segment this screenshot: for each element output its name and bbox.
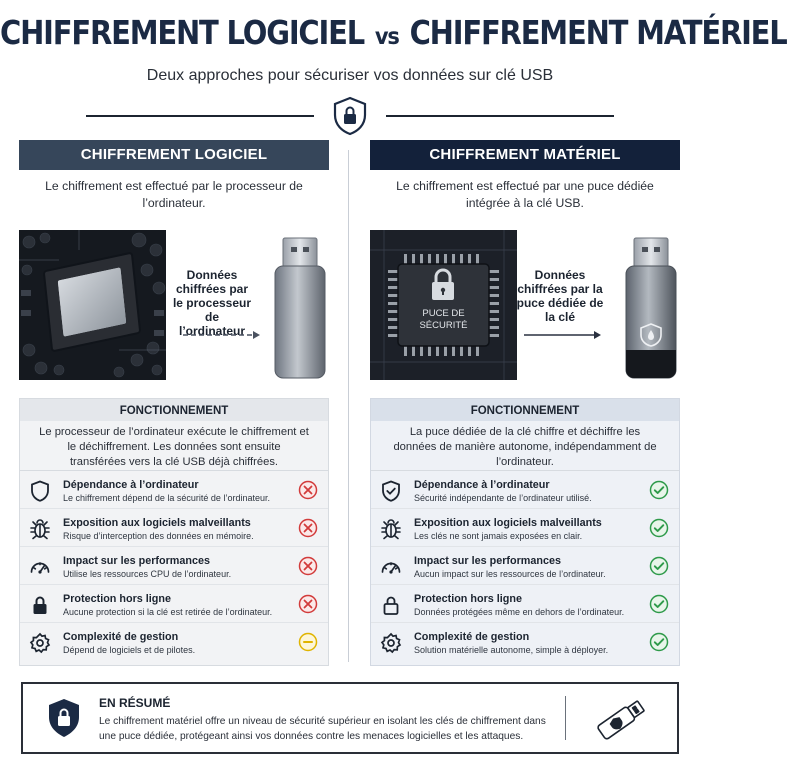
x-circle-icon [298,518,318,538]
x-circle-icon [298,480,318,500]
check-circle-icon [649,632,669,652]
usb-drive-icon [267,238,333,380]
software-column [19,140,329,666]
feature-title: Protection hors ligne [63,593,171,605]
feature-subtitle: Aucune protection si la clé est retirée de l’ordinateur. [63,607,273,617]
feature-subtitle: Sécurité indépendante de l’ordinateur utilisé. [414,493,592,503]
feature-subtitle: Utilise les ressources CPU de l’ordinateur. [63,569,232,579]
cpu-image [19,230,166,380]
x-circle-icon [298,594,318,614]
header-rule-left [86,115,314,117]
shield-check-icon [380,480,402,502]
list-item [20,509,328,547]
title-vs: vs [374,22,399,50]
software-panel-heading: FONCTIONNEMENT [20,399,328,421]
summary-text: Le chiffrement matériel offre un niveau de sécurité supérieur en isolant les clés de chiffrement dans une puce dédiée, protégeant ainsi vos données contre les menaces logicielles et les attaques. [99,716,546,742]
feature-subtitle: Dépend de logiciels et de pilotes. [63,645,196,655]
hardware-heading: CHIFFREMENT MATÉRIEL [370,140,680,170]
secure-usb-drive-icon [618,238,684,380]
feature-subtitle: Les clés ne sont jamais exposées en clair. [414,531,583,541]
lock-icon [29,594,51,616]
page-title [0,13,787,53]
security-chip-image [370,230,517,380]
list-item [20,471,328,509]
list-item [371,509,679,547]
gauge-icon [380,556,402,578]
dashed-arrow-icon [183,330,261,340]
feature-title: Dépendance à l’ordinateur [414,479,550,491]
feature-title: Exposition aux logiciels malveillants [63,517,251,529]
usb-drive-icon [593,692,651,746]
hardware-flow-label: Données chiffrées par la puce dédiée de la clé [516,268,604,324]
list-item [371,623,679,661]
shield-icon [29,480,51,502]
software-panel [19,398,329,666]
list-item [20,623,328,661]
feature-title: Protection hors ligne [414,593,522,605]
list-item [20,547,328,585]
software-visual [19,228,329,380]
x-circle-icon [298,556,318,576]
shield-lock-icon [332,96,368,136]
summary-box [21,682,679,754]
software-flow-label: Données chiffrées par le processeur de l’ordinateur [172,268,252,338]
gear-icon [380,632,402,654]
page-subtitle: Deux approches pour sécuriser vos données sur clé USB [146,67,554,84]
hardware-description: Le chiffrement est effectué par une puce dédiée intégrée à la clé USB. [396,179,654,210]
list-item [20,585,328,623]
header-rule-right [386,115,614,117]
feature-subtitle: Solution matérielle autonome, simple à déployer. [414,645,609,655]
feature-title: Dépendance à l’ordinateur [63,479,199,491]
hardware-panel [370,398,680,666]
shield-lock-icon [47,698,81,738]
bug-icon [29,518,51,540]
bug-icon [380,518,402,540]
list-item [371,471,679,509]
software-description: Le chiffrement est effectué par le processeur de l’ordinateur. [45,179,303,210]
check-circle-icon [649,480,669,500]
check-circle-icon [649,594,669,614]
check-circle-icon [649,556,669,576]
feature-subtitle: Aucun impact sur les ressources de l’ordinateur. [414,569,606,579]
software-panel-description: Le processeur de l’ordinateur exécute le chiffrement et le déchiffrement. Les données sont ensuite transférées vers la clé USB déjà chiffrées. [20,421,328,471]
title-hardware: CHIFFREMENT MATÉRIEL [409,13,787,53]
check-circle-icon [649,518,669,538]
feature-title: Complexité de gestion [414,631,530,643]
title-software: CHIFFREMENT LOGICIEL [0,13,364,53]
summary-divider [565,696,566,740]
hardware-column [370,140,680,666]
hardware-panel-heading: FONCTIONNEMENT [371,399,679,421]
feature-title: Impact sur les performances [63,555,211,567]
minus-circle-icon [298,632,318,652]
gear-icon [29,632,51,654]
software-heading: CHIFFREMENT LOGICIEL [19,140,329,170]
feature-subtitle: Données protégées même en dehors de l’ordinateur. [414,607,625,617]
summary-title: EN RÉSUMÉ [99,696,171,710]
hardware-visual [370,228,680,380]
lock-icon [380,594,402,616]
feature-subtitle: Risque d’interception des données en mémoire. [63,531,254,541]
chip-label-line-1: PUCE DE [422,308,465,319]
gauge-icon [29,556,51,578]
chip-label-line-2: SÉCURITÉ [419,320,468,331]
feature-title: Exposition aux logiciels malveillants [414,517,602,529]
column-divider [348,150,349,662]
hardware-panel-description: La puce dédiée de la clé chiffre et déchiffre les données de manière autonome, indépendamment de l’ordinateur. [371,421,679,471]
list-item [371,547,679,585]
list-item [371,585,679,623]
feature-subtitle: Le chiffrement dépend de la sécurité de l’ordinateur. [63,493,270,503]
feature-title: Impact sur les performances [414,555,562,567]
arrow-right-icon [524,330,602,340]
feature-title: Complexité de gestion [63,631,179,643]
